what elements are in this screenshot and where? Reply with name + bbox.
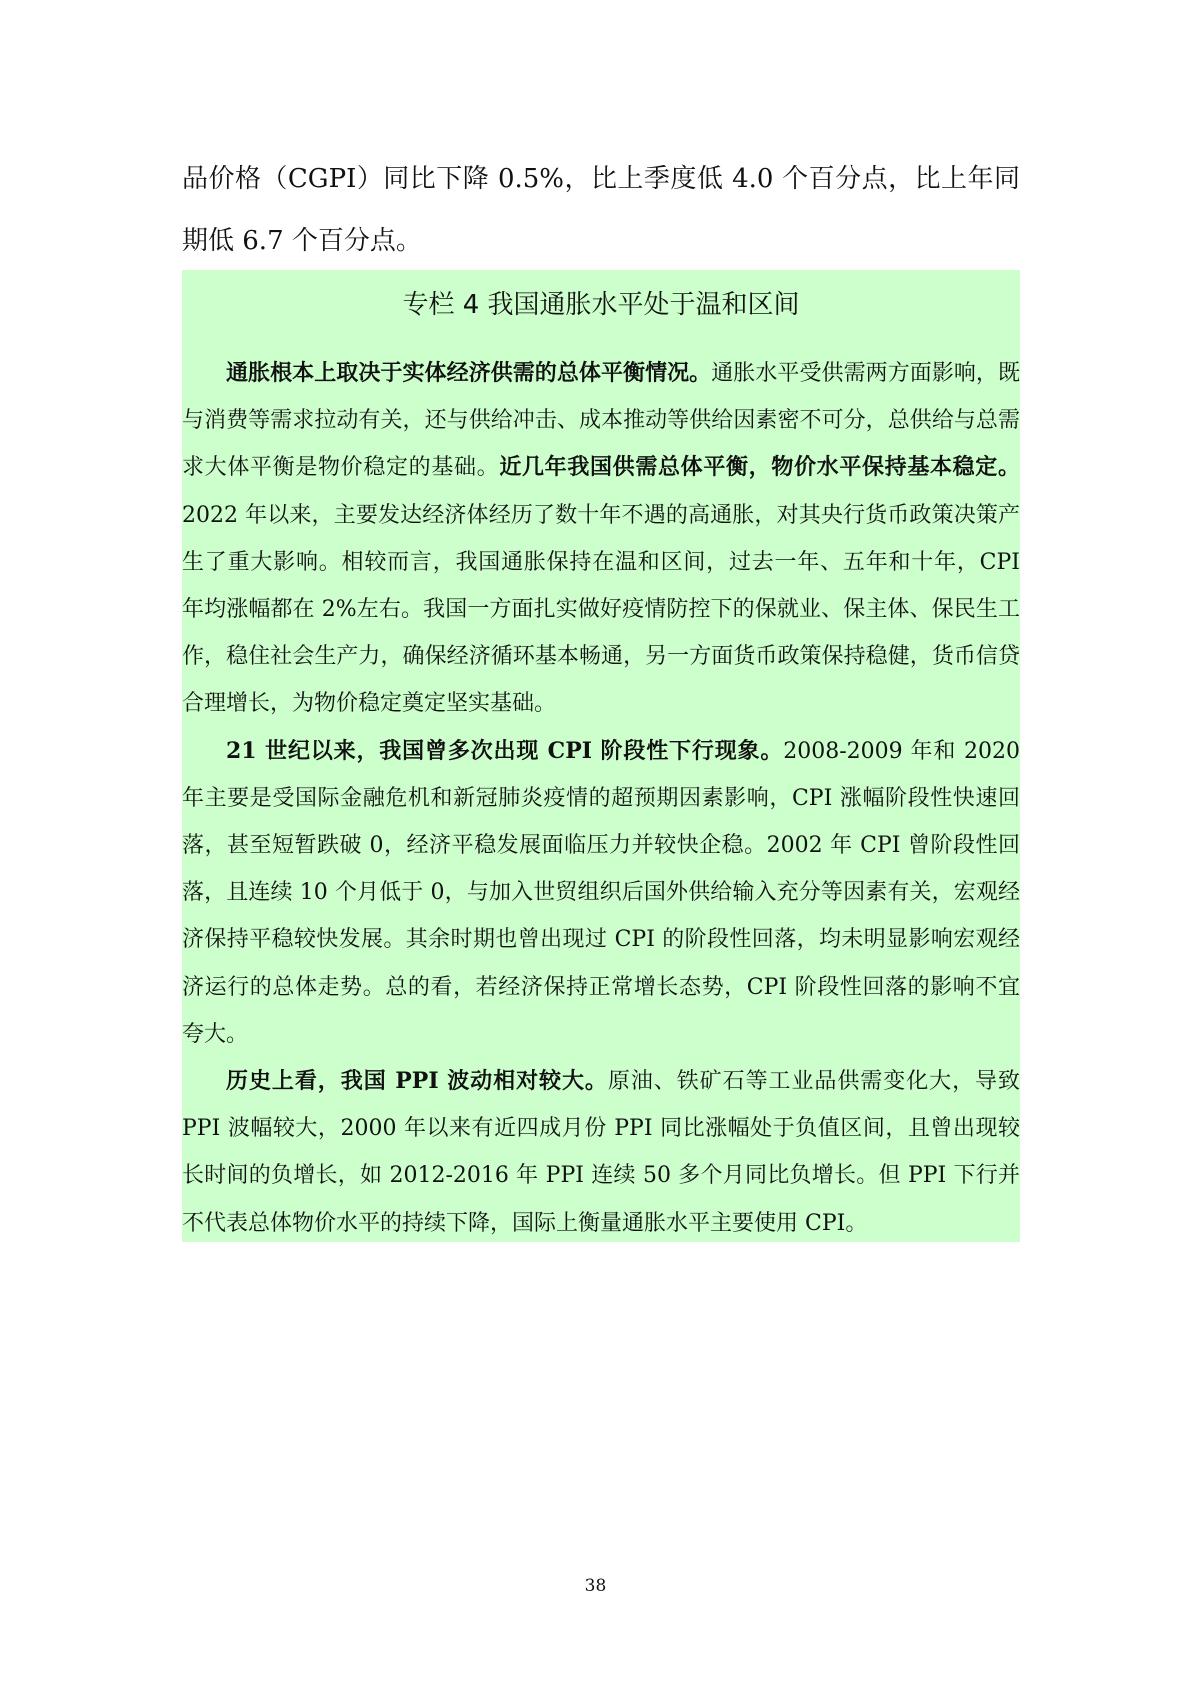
paragraph-2-lead: 21 世纪以来，我国曾多次出现 CPI 阶段性下行现象。 <box>226 737 784 764</box>
column-paragraph-1 <box>182 350 1020 728</box>
paragraph-1-lead-2: 近几年我国供需总体平衡，物价水平保持基本稳定。 <box>499 454 1020 481</box>
column-title: 专栏 4 我国通胀水平处于温和区间 <box>402 290 800 320</box>
paragraph-3-lead: 历史上看，我国 PPI 波动相对较大。 <box>226 1068 608 1095</box>
paragraph-1-lead: 通胀根本上取决于实体经济供需的总体平衡情况。 <box>226 360 712 386</box>
intro-paragraph: 品价格（CGPI）同比下降 0.5%，比上季度低 4.0 个百分点，比上年同期低 6.7 个百分点。 <box>182 164 1020 256</box>
column-paragraph-2 <box>182 728 1020 1058</box>
paragraph-1-body-2: 2022 年以来，主要发达经济体经历了数十年不遇的高通胀，对其央行货币政策决策产生了重大影响。相较而言，我国通胀保持在温和区间，过去一年、五年和十年，CPI 年均涨幅都在 2%左右。我国一方面扎实做好疫情防控下的保就业、保主体、保民生工作，稳住社会生产力，确保经济循环基本畅通，另一方面货币政策保持稳健，货币信贷合理增长，为物价稳定奠定坚实基础。 <box>182 502 1020 717</box>
paragraph-3-body: 原油、铁矿石等工业品供需变化大，导致 PPI 波幅较大，2000 年以来有近四成月份 PPI 同比涨幅处于负值区间，且曾出现较长时间的负增长，如 2012-2016 年 PPI 连续 50 多个月同比负增长。但 PPI 下行并不代表总体物价水平的持续下降，国际上衡量通胀水平主要使用 CPI。 <box>182 1069 1020 1236</box>
paragraph-2-body: 2008-2009 年和 2020 年主要是受国际金融危机和新冠肺炎疫情的超预期因素影响，CPI 涨幅阶段性快速回落，甚至短暂跌破 0，经济平稳发展面临压力并较快企稳。2002 年 CPI 曾阶段性回落，且连续 10 个月低于 0，与加入世贸组织后国外供给输入充分等因素有关，宏观经济保持平稳较快发展。其余时期也曾出现过 CPI 的阶段性回落，均未明显影响宏观经济运行的总体走势。总的看，若经济保持正常增长态势，CPI 阶段性回落的影响不宜夸大。 <box>182 738 1020 1047</box>
page-number: 38 <box>584 1576 607 1596</box>
column-box <box>182 270 1020 1242</box>
column-body <box>182 350 1020 1247</box>
column-paragraph-3 <box>182 1058 1020 1247</box>
intro-text <box>182 148 1020 272</box>
paragraph-1-body: 通胀水平受供需两方面影响，既与消费等需求拉动有关，还与供给冲击、成本推动等供给因素密不可分，总供给与总需求大体平衡是物价稳定的基础。 <box>182 361 1020 481</box>
